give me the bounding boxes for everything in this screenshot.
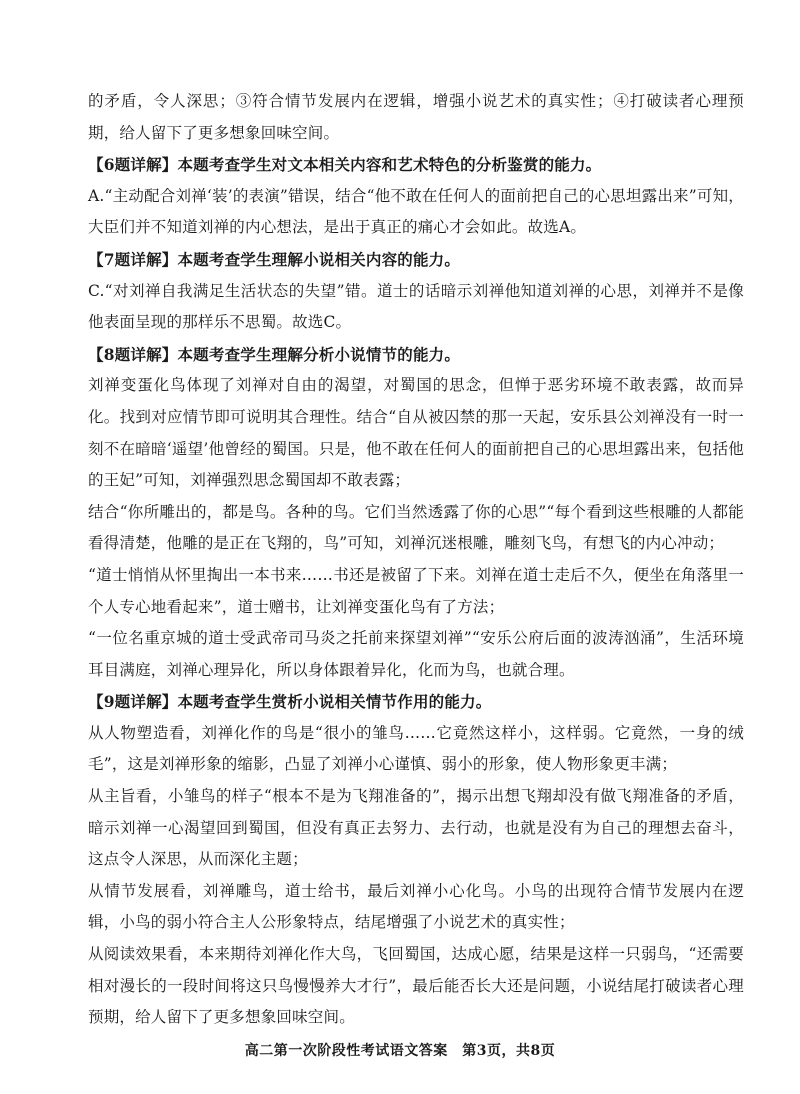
question-8-answer-point-3: “道士悄悄从怀里掏出一本书来……书还是被留了下来。刘禅在道士走后不久，便坐在角落里一个人专心地看起来”，道士赠书，让刘禅变蛋化鸟有了方法； bbox=[88, 565, 744, 616]
page-footer: 高二第一次阶段性考试语文答案 第3页，共8页 bbox=[244, 1043, 556, 1059]
question-9-answer-character: 从人物塑造看，刘禅化作的鸟是“很小的雏鸟……它竟然这样小，这样弱。它竟然，一身的绒毛”，这是刘禅形象的缩影，凸显了刘禅小心谨慎、弱小的形象，使人物形象更丰满； bbox=[88, 723, 744, 774]
paragraph-continuation: 的矛盾，令人深思；③符合情节发展内在逻辑，增强小说艺术的真实性；④打破读者心理预期，给人留下了更多想象回味空间。 bbox=[88, 92, 744, 142]
question-7-answer: C.“对刘禅自我满足生活状态的失望”错。道士的话暗示刘禅他知道刘禅的心思，刘禅并不是像他表面呈现的那样乐不思蜀。故选C。 bbox=[88, 281, 744, 332]
question-8-answer-intro: 刘禅变蛋化鸟体现了刘禅对自由的渴望，对蜀国的思念，但惮于恶劣环境不敢表露，故而异化。找到对应情节即可说明其合理性。结合“自从被囚禁的那一天起，安乐县公刘禅没有一时一刻不在暗暗‘遥望’他曾经的蜀国。只是，他不敢在任何人的面前把自己的心思坦露出来，包括他的王妃”可知，刘禅强烈思念蜀国却不敢表露； bbox=[88, 376, 744, 490]
question-8-heading: 【8题详解】本题考查学生理解分析小说情节的能力。 bbox=[88, 344, 461, 364]
question-6-heading: 【6题详解】本题考查学生对文本相关内容和艺术特色的分析鉴赏的能力。 bbox=[88, 155, 602, 175]
question-9-heading: 【9题详解】本题考查学生赏析小说相关情节作用的能力。 bbox=[88, 692, 492, 712]
question-9-answer-plot: 从情节发展看，刘禅雕鸟，道士给书，最后刘禅小心化鸟。小鸟的出现符合情节发展内在逻辑，小鸟的弱小符合主人公形象特点，结尾增强了小说艺术的真实性； bbox=[88, 881, 744, 932]
question-6-answer: A.“主动配合刘禅‘装’的表演”错误，结合“他不敢在任何人的面前把自己的心思坦露出来”可知，大臣们并不知道刘禅的内心想法，是出于真正的痛心才会如此。故选A。 bbox=[88, 186, 744, 237]
question-8-answer-point-4: “一位名重京城的道士受武帝司马炎之托前来探望刘禅”“安乐公府后面的波涛汹涌”，生活环境耳目满庭，刘禅心理异化，所以身体跟着异化，化而为鸟，也就合理。 bbox=[88, 629, 744, 679]
question-8-answer-point-2: 结合“你所雕出的，都是鸟。各种的鸟。它们当然透露了你的心思”“每个看到这些根雕的人都能看得清楚，他雕的是正在飞翔的，鸟”可知，刘禅沉迷根雕，雕刻飞鸟，有想飞的内心冲动； bbox=[88, 502, 744, 553]
question-9-answer-effect: 从阅读效果看，本来期待刘禅化作大鸟，飞回蜀国，达成心愿，结果是这样一只弱鸟，“还需要相对漫长的一段时间将这只鸟慢慢养大才行”，最后能否长大还是问题，小说结尾打破读者心理预期，给人留下了更多想象回味空间。 bbox=[88, 945, 744, 1027]
question-9-answer-theme: 从主旨看，小雏鸟的样子“根本不是为飞翔准备的”，揭示出想飞翔却没有做飞翔准备的矛盾，暗示刘禅一心渴望回到蜀国，但没有真正去努力、去行动，也就是没有为自己的理想去奋斗，这点令人深思，从而深化主题； bbox=[88, 787, 744, 869]
question-7-heading: 【7题详解】本题考查学生理解小说相关内容的能力。 bbox=[88, 249, 461, 269]
